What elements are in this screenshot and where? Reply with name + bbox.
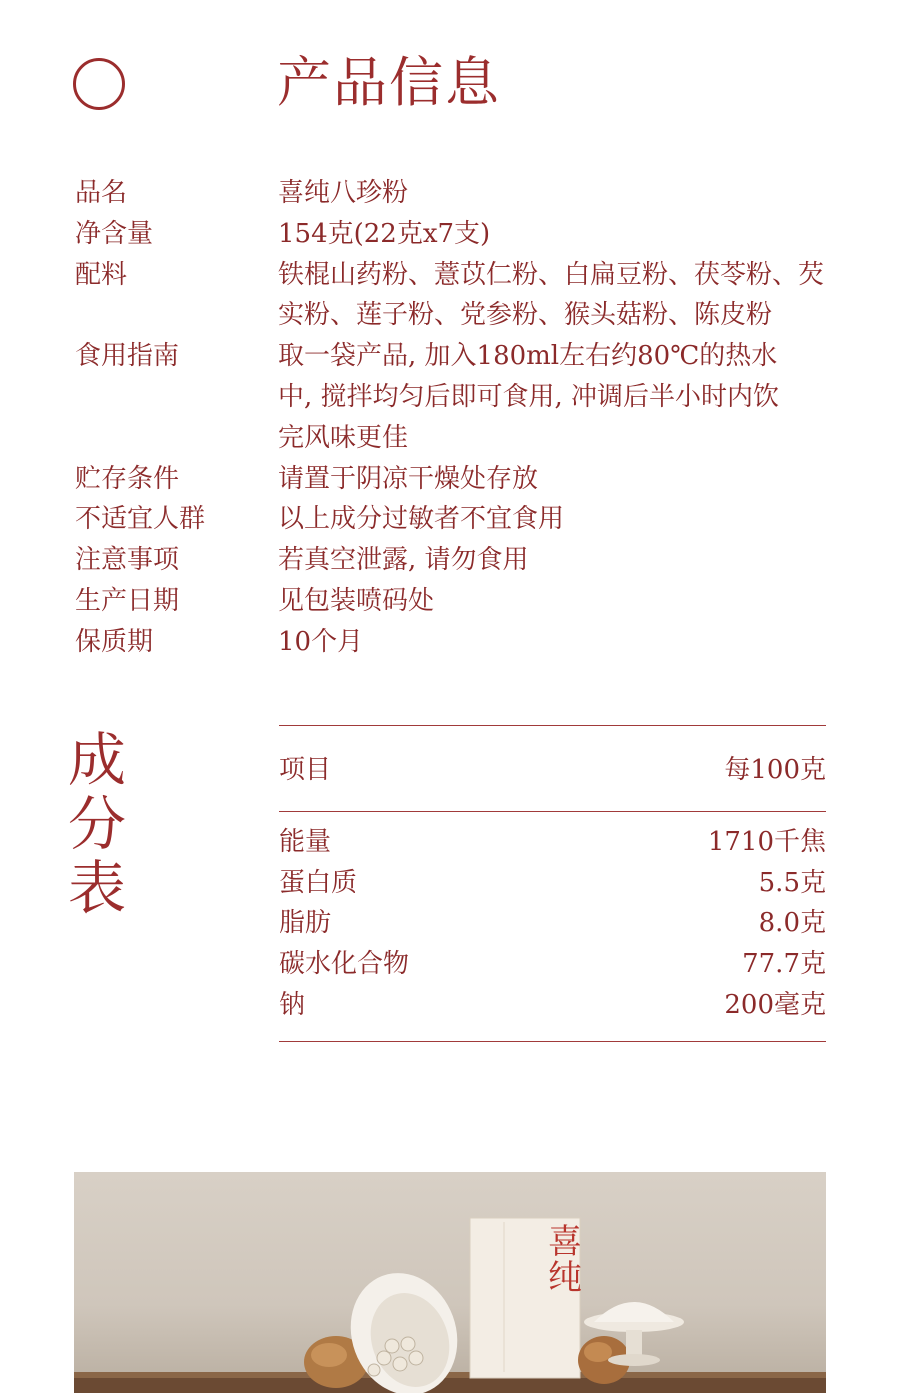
info-label: 食用指南 — [75, 341, 180, 372]
info-row-storage — [75, 459, 835, 500]
info-row-ingredients — [75, 255, 835, 337]
info-value-line: 完风味更佳 — [278, 422, 409, 453]
info-value — [278, 255, 835, 337]
info-value: 10个月 — [278, 626, 364, 657]
nutrient-name: 脂肪 — [279, 908, 332, 939]
info-label: 净含量 — [75, 218, 154, 249]
nutrient-value: 77.7克 — [742, 949, 826, 980]
info-label: 保质期 — [75, 626, 154, 657]
header-item: 项目 — [279, 755, 332, 785]
info-value-line: 中, 搅拌均匀后即可食用, 冲调后半小时内饮 — [278, 381, 780, 412]
table-row — [279, 944, 826, 985]
product-photo — [74, 1172, 826, 1393]
info-row-usage — [75, 336, 835, 458]
nutrient-name: 能量 — [279, 826, 332, 857]
circle-icon — [73, 58, 125, 110]
info-value: 154克(22克x7支) — [278, 218, 491, 249]
info-label: 品名 — [75, 178, 128, 208]
info-value: 若真空泄露, 请勿食用 — [278, 545, 529, 576]
side-title-char: 表 — [68, 854, 127, 922]
info-label: 贮存条件 — [75, 463, 180, 494]
info-value: 以上成分过敏者不宜食用 — [278, 504, 565, 535]
nutrition-table — [279, 725, 826, 1042]
info-value — [278, 336, 835, 458]
info-row-net-weight — [75, 214, 835, 255]
info-row-notice — [75, 540, 835, 581]
nutrition-header — [279, 726, 826, 811]
nutrient-value: 200毫克 — [724, 989, 826, 1020]
info-value-line: 取一袋产品, 加入180ml左右约80℃的热水 — [278, 341, 778, 372]
table-row — [279, 822, 826, 863]
table-row — [279, 903, 826, 944]
info-row-unsuitable — [75, 499, 835, 540]
table-row — [279, 985, 826, 1026]
nutrient-name: 钠 — [279, 989, 306, 1020]
product-info-list — [75, 173, 835, 663]
box-brand-logo — [535, 1224, 595, 1296]
box-brand-char: 喜 — [548, 1222, 582, 1262]
info-value-line: 实粉、莲子粉、党参粉、猴头菇粉、陈皮粉 — [278, 300, 773, 331]
table-row — [279, 750, 826, 791]
info-label: 生产日期 — [75, 585, 180, 616]
nutrient-name: 蛋白质 — [279, 867, 358, 898]
info-label: 配料 — [75, 259, 128, 290]
divider — [279, 1041, 826, 1042]
nutrient-name: 碳水化合物 — [279, 949, 410, 980]
header-per: 每100克 — [724, 755, 826, 785]
nutrition-side-title — [68, 728, 126, 920]
info-value: 请置于阴凉干燥处存放 — [278, 463, 539, 494]
info-row-name — [75, 173, 835, 214]
info-label: 注意事项 — [75, 545, 180, 576]
box-brand-char: 纯 — [548, 1258, 582, 1298]
side-title-char: 成 — [68, 726, 127, 794]
page-title: 产品信息 — [277, 51, 501, 114]
info-row-shelf-life — [75, 622, 835, 663]
info-label: 不适宜人群 — [75, 504, 206, 535]
nutrient-value: 8.0克 — [758, 908, 826, 939]
product-scene-illustration — [74, 1172, 826, 1393]
info-value: 喜纯八珍粉 — [278, 178, 409, 208]
info-row-production-date — [75, 581, 835, 622]
info-value-line: 铁棍山药粉、薏苡仁粉、白扁豆粉、茯苓粉、芡 — [278, 259, 825, 290]
side-title-char: 分 — [68, 790, 127, 858]
nutrient-value: 1710千焦 — [707, 826, 826, 857]
table-row — [279, 863, 826, 904]
nutrient-value: 5.5克 — [758, 867, 826, 898]
info-value: 见包装喷码处 — [278, 585, 435, 616]
nutrition-body — [279, 812, 826, 1041]
